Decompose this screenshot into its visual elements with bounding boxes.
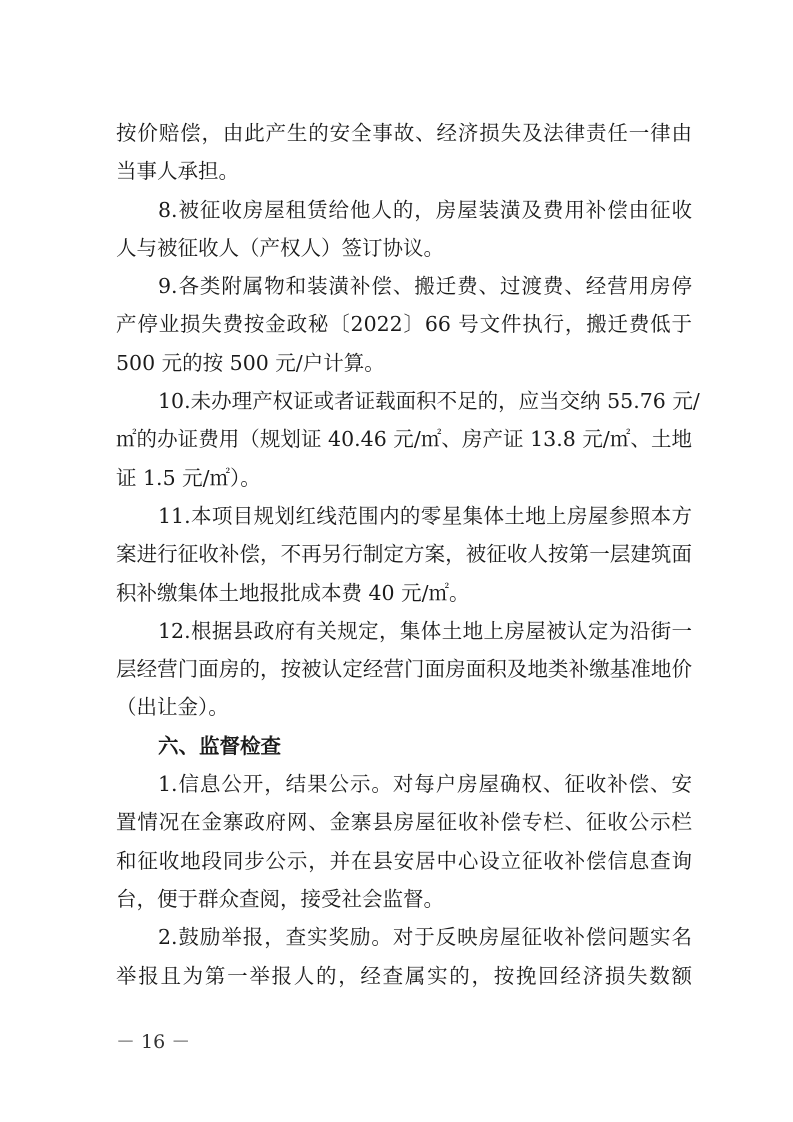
page-number: － 16 － — [116, 1031, 191, 1053]
text-line: 层经营门面房的，按被认定经营门面房面积及地类补缴基准地价 — [116, 657, 692, 682]
text-line: 当事人承担。 — [116, 159, 239, 184]
text-line: 12.根据县政府有关规定，集体土地上房屋被认定为沿街一 — [158, 618, 692, 643]
text-line: 人与被征收人（产权人）签订协议。 — [116, 235, 444, 260]
text-line: 和征收地段同步公示，并在县安居中心设立征收补偿信息查询 — [116, 848, 692, 873]
text-line: 产停业损失费按金政秘〔2022〕66 号文件执行，搬迁费低于 — [116, 312, 692, 337]
text-line: 10.未办理产权证或者证载面积不足的，应当交纳 55.76 元/ — [158, 389, 700, 414]
text-line: 11.本项目规划红线范围内的零星集体土地上房屋参照本方 — [158, 503, 692, 528]
text-line: 9.各类附属物和装潢补偿、搬迁费、过渡费、经营用房停 — [158, 274, 692, 299]
text-line: 1.信息公开，结果公示。对每户房屋确权、征收补偿、安 — [158, 772, 692, 797]
text-line: 案进行征收补偿，不再另行制定方案，被征收人按第一层建筑面 — [116, 542, 692, 567]
text-line: 台，便于群众查阅，接受社会监督。 — [116, 886, 444, 911]
text-line: 置情况在金寨政府网、金寨县房屋征收补偿专栏、征收公示栏 — [116, 810, 692, 835]
text-line: 证 1.5 元/㎡）。 — [116, 465, 261, 490]
document-body — [116, 114, 700, 995]
text-line: ㎡的办证费用（规划证 40.46 元/㎡、房产证 13.8 元/㎡、土地 — [116, 427, 692, 452]
section-heading: 六、监督检查 — [158, 733, 281, 758]
text-line: （出让金）。 — [116, 695, 229, 720]
text-line: 500 元的按 500 元/户计算。 — [116, 350, 385, 375]
text-line: 8.被征收房屋租赁给他人的，房屋装潢及费用补偿由征收 — [158, 197, 692, 222]
text-line: 举报且为第一举报人的，经查属实的，按挽回经济损失数额 — [116, 963, 692, 988]
text-line: 积补缴集体土地报批成本费 40 元/㎡。 — [116, 580, 470, 605]
text-line: 2.鼓励举报，查实奖励。对于反映房屋征收补偿问题实名 — [158, 925, 692, 950]
text-line: 按价赔偿，由此产生的安全事故、经济损失及法律责任一律由 — [116, 121, 692, 145]
